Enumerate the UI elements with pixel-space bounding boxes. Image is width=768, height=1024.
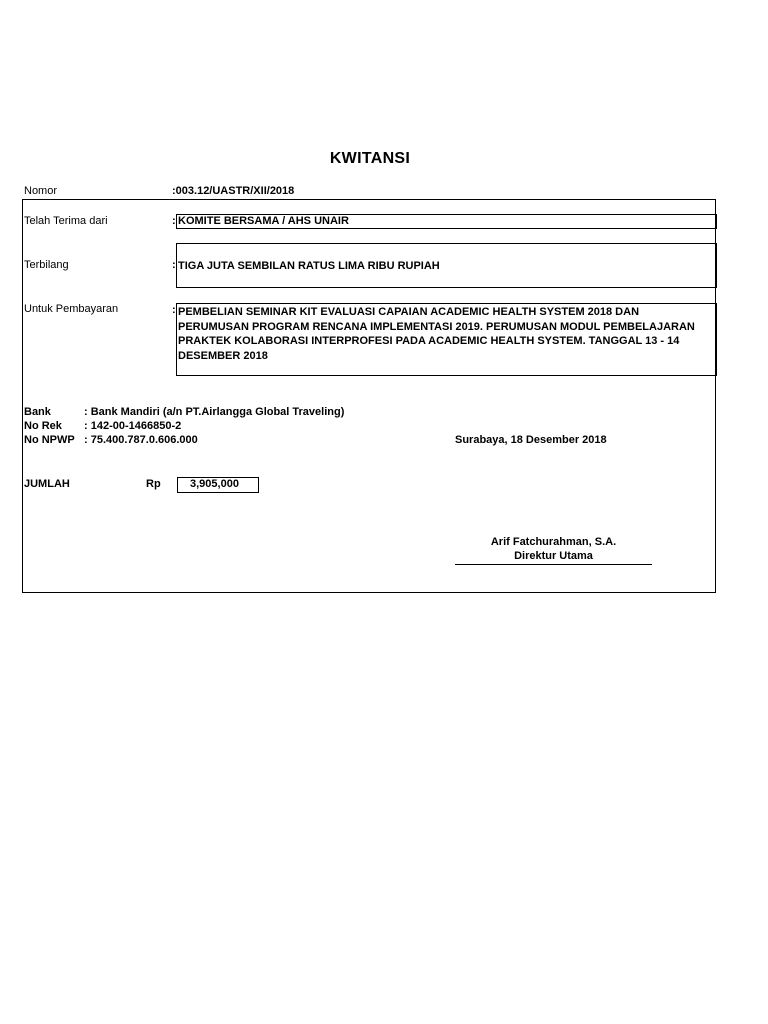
bank-value: : Bank Mandiri (a/n PT.Airlangga Global Traveling) (84, 406, 345, 418)
terbilang-colon: : (172, 259, 176, 271)
terbilang-label: Terbilang (24, 259, 69, 271)
norek-value: : 142-00-1466850-2 (84, 420, 182, 432)
bank-label: Bank (24, 406, 51, 418)
pembayaran-box (176, 303, 717, 376)
signature-line (455, 564, 652, 565)
terbilang-value: TIGA JUTA SEMBILAN RATUS LIMA RIBU RUPIAH (178, 260, 440, 272)
place-date: Surabaya, 18 Desember 2018 (455, 434, 607, 446)
terima-box (176, 214, 717, 229)
terima-label: Telah Terima dari (24, 215, 108, 227)
signatory-name: Arif Fatchurahman, S.A. (490, 536, 617, 548)
pembayaran-value: PEMBELIAN SEMINAR KIT EVALUASI CAPAIAN ACADEMIC HEALTH SYSTEM 2018 DAN PERUMUSAN PROGRAM RENCANA IMPLEMENTASI 2019. PERUMUSAN MODUL PEMBELAJARAN PRAKTEK KOLABORASI INTERPROFESI PADA ACADEMIC HEALTH SYSTEM. TANGGAL 13 - 14 DESEMBER 2018 (178, 306, 695, 362)
amount-value: 3,905,000 (190, 478, 239, 490)
receipt-title: KWITANSI (329, 150, 411, 167)
amount-box (177, 477, 259, 493)
pembayaran-label: Untuk Pembayaran (24, 303, 119, 315)
currency-label: Rp (146, 478, 161, 490)
nomor-value: :003.12/UASTR/XII/2018 (172, 185, 295, 197)
terima-value: KOMITE BERSAMA / AHS UNAIR (178, 215, 349, 227)
nomor-label: Nomor (24, 185, 58, 197)
terbilang-box (176, 243, 717, 288)
npwp-label: No NPWP (24, 434, 75, 446)
pembayaran-colon: : (172, 304, 176, 316)
norek-label: No Rek (24, 420, 62, 432)
npwp-value: : 75.400.787.0.606.000 (84, 434, 198, 446)
terima-colon: : (172, 215, 176, 227)
jumlah-label: JUMLAH (24, 478, 70, 490)
signatory-position: Direktur Utama (514, 550, 593, 562)
